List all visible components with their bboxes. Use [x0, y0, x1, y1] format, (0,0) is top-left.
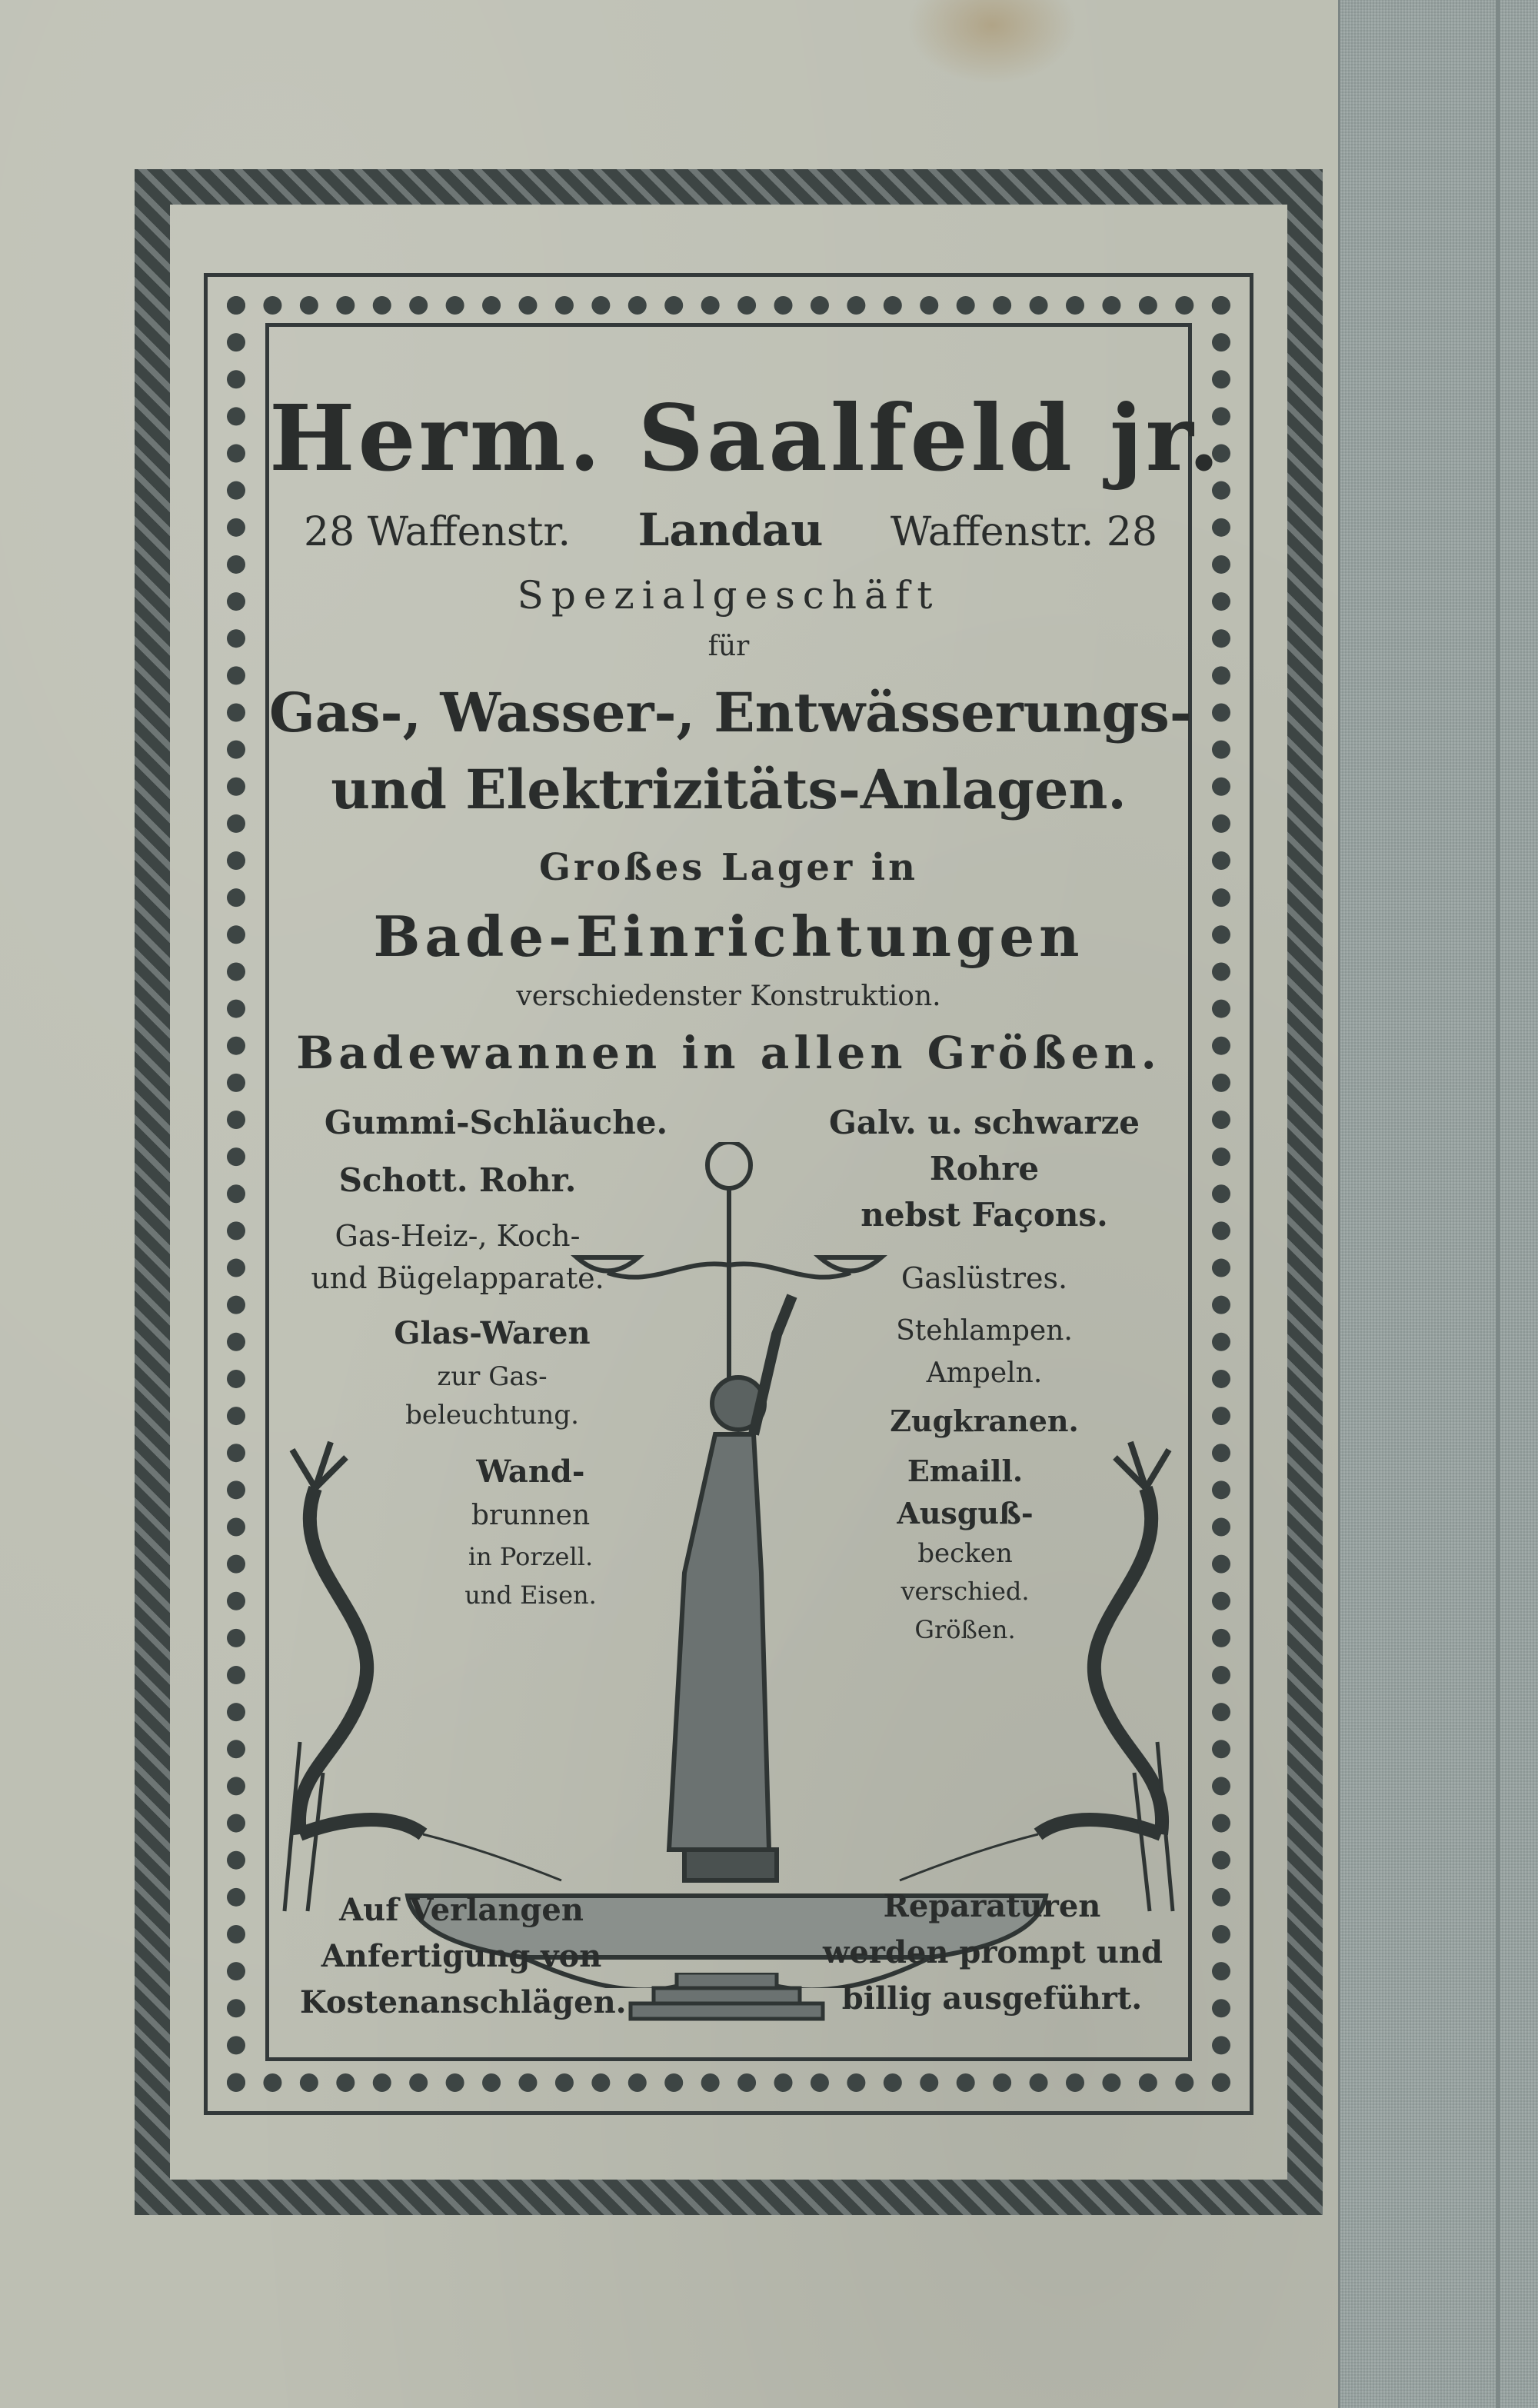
right-item: Ausguß- — [897, 1496, 1034, 1530]
right-item: becken — [917, 1538, 1013, 1569]
left-item: Glas-Waren — [394, 1315, 591, 1351]
company-name: Herm. Saalfeld jr. — [269, 385, 1223, 491]
services-line-2: und Elektrizitäts-Anlagen. — [331, 758, 1127, 821]
cloth-spine — [1338, 0, 1538, 2408]
left-item: Gas-Heiz-, Koch- — [335, 1219, 581, 1253]
for-text: für — [707, 631, 750, 662]
services-line-1: Gas-, Wasser-, Entwässerungs- — [269, 681, 1192, 744]
right-item: Zugkranen. — [890, 1404, 1079, 1438]
construction-text: verschiedenster Konstruktion. — [516, 981, 941, 1012]
left-item: Schott. Rohr. — [338, 1161, 577, 1199]
right-item: Rohre — [929, 1150, 1040, 1187]
city-name: Landau — [638, 504, 824, 556]
address-left: 28 Waffenstr. — [304, 509, 571, 555]
address-line — [304, 504, 1157, 556]
left-item: brunnen — [471, 1500, 591, 1531]
specialty-heading: Spezialgeschäft — [517, 573, 940, 618]
footer-right-line: werden prompt und — [823, 1934, 1163, 1970]
bath-fixtures-heading: Bade-Einrichtungen — [373, 904, 1084, 969]
right-item: verschied. — [900, 1577, 1030, 1606]
paper-stain — [907, 0, 1077, 85]
right-item: Stehlampen. — [896, 1315, 1073, 1347]
right-item: nebst Façons. — [861, 1196, 1108, 1234]
bathtubs-text: Badewannen in allen Größen. — [296, 1027, 1161, 1079]
right-item: Größen. — [914, 1615, 1016, 1644]
right-item: Galv. u. schwarze — [828, 1104, 1140, 1141]
left-item: und Bügelapparate. — [311, 1261, 604, 1295]
footer-right-line: billig ausgeführt. — [841, 1980, 1143, 2017]
left-item: beleuchtung. — [405, 1400, 579, 1430]
footer-left-line: Auf Verlangen — [339, 1892, 584, 1928]
left-item: Wand- — [476, 1454, 585, 1490]
advertisement-content — [269, 327, 1223, 2057]
right-item: Emaill. — [907, 1454, 1024, 1488]
left-item: zur Gas- — [437, 1361, 548, 1392]
footer-left-line: Kostenanschlägen. — [300, 1984, 627, 2020]
left-item: und Eisen. — [464, 1580, 597, 1610]
address-right: Waffenstr. 28 — [890, 509, 1157, 555]
footer-right-line: Reparaturen — [883, 1888, 1101, 1924]
left-item: Gummi-Schläuche. — [324, 1104, 668, 1141]
left-item: in Porzell. — [468, 1542, 594, 1571]
spine-edge-line — [1496, 0, 1500, 2408]
footer-left-line: Anfertigung von — [321, 1938, 602, 1974]
right-item: Ampeln. — [926, 1357, 1043, 1389]
stock-text: Großes Lager in — [538, 846, 919, 889]
fountain-illustration — [269, 1142, 1188, 1988]
right-item: Gaslüstres. — [900, 1261, 1068, 1295]
